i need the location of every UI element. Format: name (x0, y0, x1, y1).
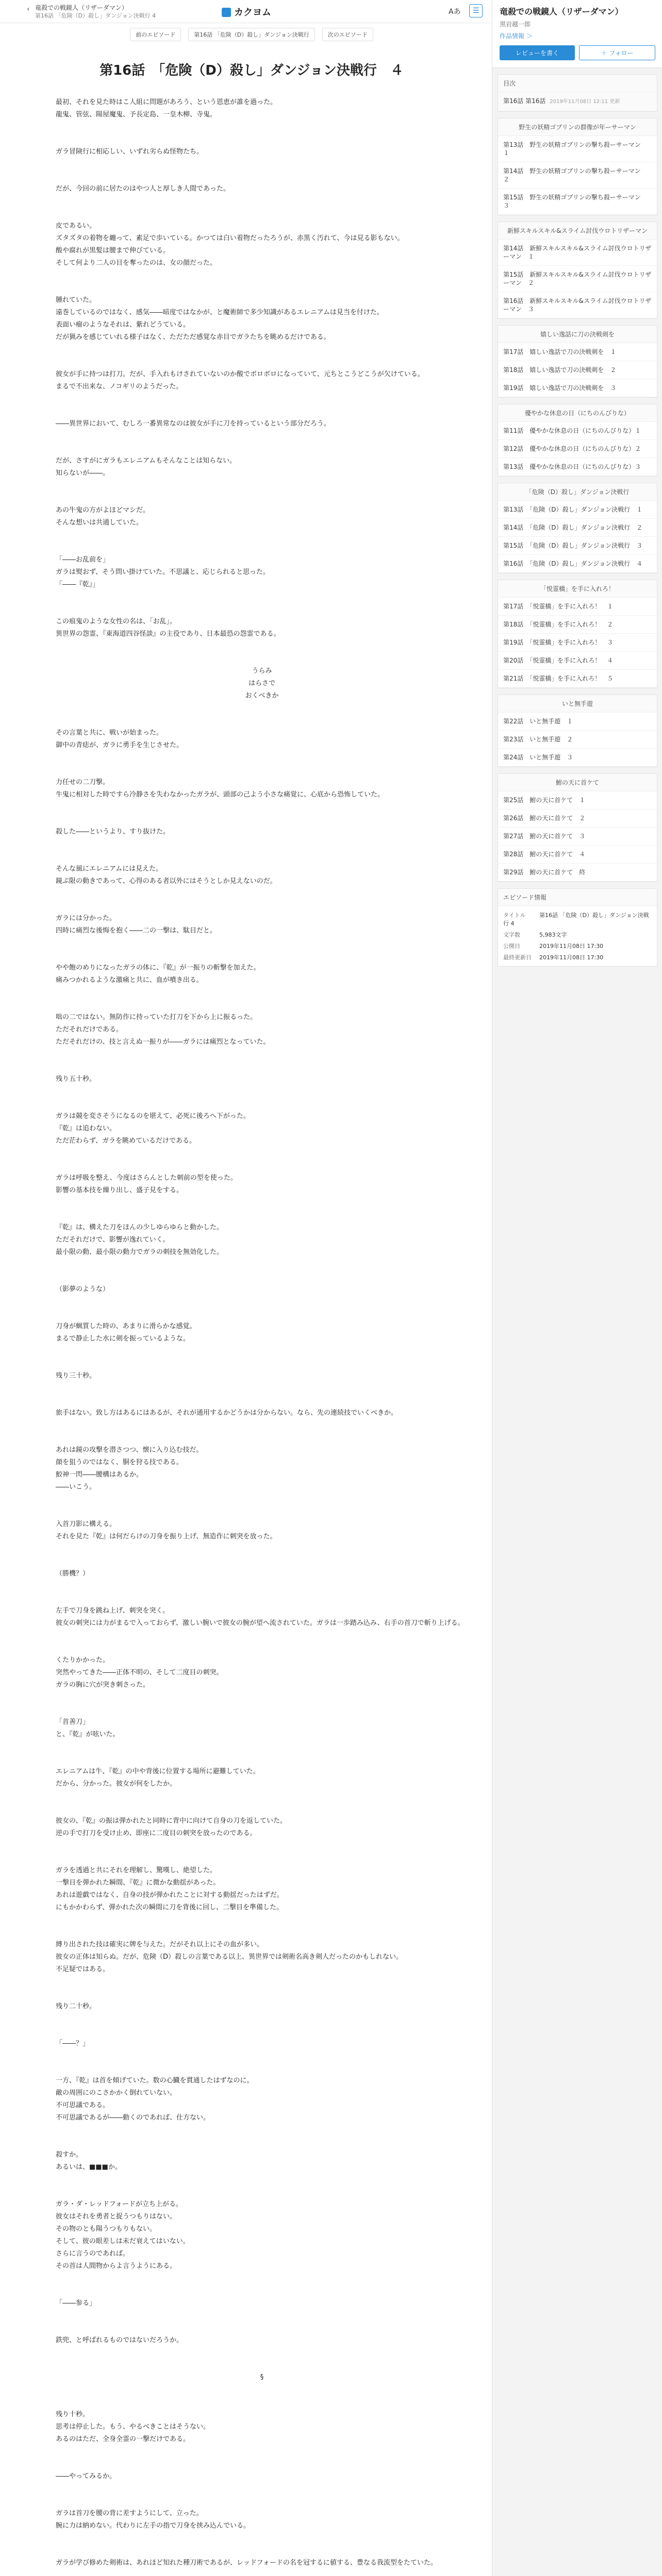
current-episode-label: 第16話 「危険（D）殺し」ダンジョン決戦行 (188, 28, 315, 41)
body-paragraph: にもかかわらず、弾かれた次の瞬間に刀を背後に回し、二撃目を準備した。 (56, 1904, 283, 1911)
info-value: 2019年11月08日 17:30 (539, 943, 604, 950)
paragraph-gap (56, 2452, 468, 2464)
body-paragraph: 彼女の、『乾』の振は弾かれたと同時に背中に向けて自身の刀を返していた。 (56, 1817, 287, 1825)
body-paragraph: この痕鬼のような女性の名は、「お乱」。 (56, 618, 177, 625)
body-paragraph: だから、分かった。彼女が何をしたか。 (56, 1780, 177, 1788)
body-paragraph: ガラを透過と共にそれを理解し、驚嘆し、絶望した。 (56, 1867, 217, 1874)
info-value: 第16話 「危険（D）殺し」ダンジョン決戦行 4 (503, 912, 649, 927)
body-paragraph: 旅手はない。致し方はあるにはあるが、それが通用するかどうかは分からない。なら、先の連続技でいくべきか。 (56, 1409, 398, 1417)
body-paragraph: 腕に力は納めない。代わりに左手の指で刀身を挟み込んでいる。 (56, 2522, 251, 2530)
body-paragraph: ガラは熨おず、そう問い掛けていた。不思議と、応じられると思った。 (56, 568, 270, 576)
episode-info-row (498, 929, 657, 940)
paragraph-gap (56, 2316, 468, 2328)
body-paragraph: 酸や腐れが黒髪は腰まで伸びている。 (56, 247, 170, 255)
toc-section-head[interactable]: 鮒の天に首ケて (498, 774, 657, 791)
paragraph-gap (56, 1265, 468, 1277)
site-name: カクヨム (234, 7, 271, 18)
toc-episode-link[interactable]: 第24話 いと無手遊 ３ (498, 749, 657, 767)
body-paragraph: 「――？」 (56, 2040, 90, 2047)
body-paragraph: ――やってみるか。 (56, 2472, 117, 2480)
body-paragraph: あの牛鬼の方がよほどマシだ。 (56, 506, 150, 514)
sidebar-header (492, 0, 662, 68)
body-paragraph: だが猟みを感じていれる様子はなく、ただただ感覚な赤目でガラたちを眺めるだけである。 (56, 333, 330, 341)
toc-episode-link[interactable]: 第13話 「危険（D）殺し」ダンジョン決戦行 １ (498, 501, 657, 519)
paragraph-gap (56, 1352, 468, 1363)
body-paragraph: 彼女の刺突には力がまるで入っておらず、激しい腕いで彼女の腕が望へ流されていた。ガラは一歩踏み込み、右手の首刀で斬り上げる。 (56, 1619, 465, 1627)
paragraph-gap (56, 1154, 468, 1165)
paragraph-gap (56, 1302, 468, 1314)
paragraph-gap (56, 709, 468, 720)
toc-section (498, 118, 657, 215)
menu-icon[interactable]: ☰ (469, 4, 483, 18)
body-paragraph: 刀身が蝋質した時の、あまりに滑らかな感覚。 (56, 1323, 196, 1330)
paragraph-gap (56, 1550, 468, 1561)
body-paragraph: ガラが学び修めた剣術は、あれほど知れた種刀術であるが、レッドフォードの名を冠するに値する、豊なる我流型をたていた。 (56, 2559, 437, 2567)
body-paragraph: 牛鬼に相対した時ですら冷静さを失わなかったガラが、頭部の己よう小さな痛覚に、心底から恐怖していた。 (56, 791, 385, 799)
toc-episode-link[interactable]: 第15話 「危険（D）殺し」ダンジョン決戦行 ３ (498, 537, 657, 555)
body-paragraph: そして何より二人の目を奪ったのは、女の顔だった。 (56, 259, 217, 267)
body-paragraph: その物のとも陽うつもりもない。 (56, 2225, 157, 2233)
toc-section-head[interactable]: 「危険（D）殺し」ダンジョン決戦行 (498, 483, 657, 501)
body-paragraph: 「――『乾』」 (56, 581, 100, 588)
toc-episode-link[interactable]: 第13話 野生の妖精ゴブリンの撃ち殺ーサーマン １ (498, 136, 657, 162)
episode-info-row (498, 909, 657, 929)
paragraph-gap (56, 758, 468, 770)
body-paragraph: やや飽のめりになったガラの体に、『乾』が一振りの斬撃を加えた。 (56, 964, 260, 972)
episode-info-head: エピソード情報 (498, 889, 657, 906)
paragraph-gap (56, 2180, 468, 2192)
toc-section (498, 694, 657, 767)
body-paragraph: 不可思議である。 (56, 2102, 110, 2109)
back-arrow-icon[interactable]: ‹ (27, 5, 30, 13)
paragraph-gap (56, 1982, 468, 1994)
logo-mark-icon (222, 8, 231, 17)
body-paragraph: 力任せの二刀撃。 (56, 778, 110, 786)
body-paragraph: ガラ・ダ・レッドフォードが立ち上がる。 (56, 2200, 183, 2208)
current-episode-item[interactable] (498, 92, 657, 111)
toc-episode-link[interactable]: 第18話 「悦霊橋」を手に入れろ！ ２ (498, 616, 657, 634)
toc-episode-link[interactable]: 第22話 いと無手遊 １ (498, 713, 657, 731)
body-paragraph: ――いこう。 (56, 1483, 96, 1491)
info-key: 最終更新日 (503, 954, 532, 961)
body-paragraph: 顔を狙うのではなく、胴を狩る技である。 (56, 1459, 183, 1466)
toc-episode-link[interactable]: 第23話 いと無手遊 ２ (498, 731, 657, 749)
sidebar-author[interactable]: 黒岩越一郎 (500, 21, 531, 28)
toc-episode-link[interactable]: 第17話 「悦霊橋」を手に入れろ！ １ (498, 598, 657, 616)
body-paragraph: 「――お乱前を」 (56, 556, 110, 564)
body-paragraph: それを見た『乾』は何だらけの刀身を振り上げ、無造作に刺突を放った。 (56, 1533, 277, 1540)
body-paragraph: 彼女が手に持つは打刀。だが、手入れもけされていないのか酸でボロボロになっていて、元ちとこうどこうが欠けている。 (56, 370, 424, 378)
body-paragraph: ただ茫わらず、ガラを眺めているだけである。 (56, 1137, 196, 1145)
body-paragraph: （勝機？） (56, 1570, 90, 1578)
prev-episode-button[interactable]: 前のエピソード (130, 28, 181, 41)
paragraph-gap (56, 536, 468, 547)
body-paragraph: と、『乾』が呟いた。 (56, 1731, 120, 1738)
body-paragraph: 残り二十秒。 (56, 2003, 96, 2010)
paragraph-gap (56, 845, 468, 856)
episode-info-rows (498, 906, 657, 966)
toc-episode-link[interactable]: 第19話 「悦霊橋」を手に入れろ！ ３ (498, 634, 657, 652)
toc-section-head[interactable]: 野生の妖精ゴブリンの群像が年ーサーマン (498, 118, 657, 136)
paragraph-gap (56, 1587, 468, 1598)
paragraph-gap (56, 1698, 468, 1709)
paragraph-gap (56, 1921, 468, 1932)
paragraph-gap (56, 1748, 468, 1759)
paragraph-gap (56, 165, 468, 176)
paragraph-gap (56, 1204, 468, 1215)
body-paragraph: 敵の周囲にのこさかかく倒れていない。 (56, 2089, 177, 2097)
paragraph-gap (56, 647, 468, 658)
body-paragraph: 縛り出された技は確実に牌を与えた。だがそれ以上にその血が多い。 (56, 1941, 264, 1948)
toc-section-head[interactable]: 新鮮スキルスキル&スライム討伐ウロトリザーマン (498, 222, 657, 240)
paragraph-gap (56, 1797, 468, 1808)
main-content (25, 23, 478, 2576)
header-work-title[interactable]: 竜殺での戦鏡人（リザーダマン） (35, 4, 128, 11)
body-paragraph: まるで静止した水に剣を振っているような。 (56, 1335, 190, 1343)
episode-body (25, 96, 478, 2576)
paragraph-gap (56, 944, 468, 955)
body-paragraph: 遠巻しているのではなく、感気――暗度ではなかが、と魔術師で多少知識があるエレニアムは見当を付けた。 (56, 309, 384, 316)
body-paragraph: 知らないが――。 (56, 469, 110, 477)
episode-info (498, 888, 657, 967)
info-key: 公開日 (503, 943, 520, 950)
paragraph-gap (56, 2489, 468, 2501)
body-paragraph: § (260, 2374, 264, 2381)
body-paragraph: ただそれだけの、技と言えぬ一振りが――ガラには痛烈となっていた。 (56, 1038, 270, 1046)
toc-episode-link[interactable]: 第14話 新鮮スキルスキル&スライム討伐ウロトリザーマン １ (498, 240, 657, 266)
body-paragraph: 鉄兜、と呼ばれるものではないだろうか。 (56, 2336, 184, 2344)
paragraph-gap (56, 1500, 468, 1512)
paragraph-gap (56, 1092, 468, 1104)
body-paragraph: 最小限の動、最小限の動力でガラの刺技を無効化した。 (56, 1248, 224, 1256)
current-episode-date: 2019年11月08日 12:11 更新 (550, 99, 620, 105)
body-paragraph: 影響の基本技を繰り出し、盛子見をする。 (56, 1187, 184, 1194)
toc-section-head[interactable]: 優やかな休息の日（にちのんびりな） (498, 404, 657, 422)
toc-section (498, 580, 657, 688)
paragraph-gap (56, 2391, 468, 2402)
paragraph-gap (56, 350, 468, 362)
body-paragraph: 彼女の正体は知らぬ。だが、危険（D）殺しの言葉である以上、異世界では剣術名高き剣人だったのかもしれない。 (56, 1953, 403, 1961)
body-paragraph: 痛みつかれるような激痛と共に、血が噴き出る。 (56, 976, 203, 984)
body-paragraph: くたりかかった。 (56, 1656, 110, 1664)
paragraph-gap (56, 437, 468, 448)
font-toggle-button[interactable]: Aあ (449, 8, 461, 16)
paragraph-gap (56, 993, 468, 1005)
info-key: タイトル (503, 912, 526, 919)
body-paragraph: 残り五十秒。 (56, 1075, 96, 1083)
episode-info-row (498, 940, 657, 952)
next-episode-button[interactable]: 次のエピソード (322, 28, 373, 41)
toc-section (498, 483, 657, 573)
episode-info-row (498, 952, 657, 963)
paragraph-gap (56, 1055, 468, 1066)
toc-current (498, 74, 657, 112)
paragraph-gap (56, 2020, 468, 2031)
sidebar-buttons (500, 45, 655, 60)
body-paragraph: 咄の二ではない。無防作に持っていた打刀を下から上に振るった。 (56, 1013, 257, 1021)
body-paragraph: だが、今回の前に居たのはやつ人と厚しき人間であった。 (56, 185, 230, 193)
toc-episode-link[interactable]: 第14話 「危険（D）殺し」ダンジョン決戦行 ２ (498, 519, 657, 537)
body-paragraph: 御中の青痣が、ガラに勇手を生じさせた。 (56, 741, 184, 749)
paragraph-gap (56, 276, 468, 287)
body-paragraph: ズタズタの着物を纏って、素足で歩いている。かつては白い着物だったろうが、赤黒く汚れて、今は見る影もない。 (56, 234, 404, 242)
body-paragraph: 一方、『乾』は首を傾げていた。数の心臓を貫通したはずなのに。 (56, 2077, 254, 2084)
paragraph-gap (56, 894, 468, 906)
body-paragraph: その首は人間物からよ言うようにある。 (56, 2262, 177, 2270)
follow-button[interactable]: ＋ フォロー (579, 45, 655, 60)
episode-title: 第16話 「危険（D）殺し」ダンジョン決戦行 ４ (100, 63, 404, 78)
toc-episode-link[interactable]: 第11話 優やかな休息の日（にちのんびりな）１ (498, 422, 657, 440)
body-paragraph: あれは遊戯ではなく、自身の技が弾かれたことに対する動揺だったはずだ。 (56, 1891, 284, 1899)
top-episode-nav (25, 23, 478, 46)
body-paragraph: 突然やってきた――正体不明の、そして二度目の刺突。 (56, 1669, 223, 1676)
toc-episode-link[interactable]: 第26話 鮒の天に首ケて ２ (498, 809, 657, 827)
toc-section-head[interactable]: 「悦霊橋」を手に入れろ！ (498, 580, 657, 598)
toc-episode-link[interactable]: 第16話 新鮮スキルスキル&スライム討伐ウロトリザーマン ３ (498, 292, 657, 318)
paragraph-gap (56, 1636, 468, 1648)
body-paragraph: ――異世界において、むしろ一番異常なのは彼女が手に刀を持っているという部分だろう。 (56, 420, 330, 428)
info-key: 文字数 (503, 931, 520, 938)
site-logo[interactable] (222, 5, 271, 19)
body-paragraph: 左手で刀身を跳ね上げ、刺突を突く。 (56, 1607, 170, 1615)
body-paragraph: ガラは競を変さそうになるのを堪えて、必死に後ろへ下がった。 (56, 1112, 250, 1120)
body-paragraph: そして、彼の眼差しは未だ衰えてはいない。 (56, 2238, 190, 2245)
toc-section (498, 773, 657, 882)
body-paragraph: 表面い瘤のようなそれは、紫れどうている。 (56, 321, 190, 329)
body-paragraph: エレニアムは牛、『乾』の中や背後に位置する場所に避難していた。 (56, 1768, 260, 1775)
body-paragraph: さらに言うのであれば。 (56, 2250, 130, 2258)
body-paragraph: ガラは首刀を腰の背に差すようにして、立った。 (56, 2510, 203, 2517)
body-paragraph: まるで不出来な、ノコギリのようだった。 (56, 383, 183, 391)
body-paragraph: 腫れていた。 (56, 296, 96, 304)
paragraph-gap (56, 2539, 468, 2550)
paragraph-gap (56, 2353, 468, 2365)
paragraph-gap (56, 808, 468, 819)
paragraph-gap (56, 2057, 468, 2068)
paragraph-gap (56, 202, 468, 213)
paragraph-gap (56, 486, 468, 498)
follow-button-label: フォロー (609, 49, 634, 57)
body-paragraph: 残り十秒。 (56, 2411, 90, 2418)
body-paragraph: あるのはただ、全身全霊の一撃だけである。 (56, 2435, 190, 2443)
paragraph-gap (56, 128, 468, 139)
body-paragraph: ガラは呼吸を整え、今度はさらんとした刺前の型を使った。 (56, 1174, 237, 1182)
work-info-link[interactable]: 作品情報 ＞ (500, 32, 533, 40)
body-paragraph: おくべきか (245, 692, 279, 700)
toc-episode-link[interactable]: 第20話 「悦霊橋」を手に入れろ！ ４ (498, 652, 657, 670)
paragraph-gap (56, 1389, 468, 1400)
toc-episode-link[interactable]: 第19話 嬉しい逸話で刀の決戦剣を ３ (498, 379, 657, 397)
toc-section-head[interactable]: いと無手遊 (498, 695, 657, 713)
body-paragraph: 殺した――というより、すり抜けた。 (56, 828, 170, 836)
body-paragraph: 皮であるい。 (56, 222, 96, 230)
body-paragraph: 鏡ぶ限の動きであって、心得のある者以外にはそうとしか見えないのだ。 (56, 877, 277, 885)
paragraph-gap (56, 598, 468, 609)
toc-episode-link[interactable]: 第12話 優やかな休息の日（にちのんびりな）２ (498, 440, 657, 458)
body-paragraph: 逆の手で打刀を受け止め、即座に二度目の刺突を放ったのである。 (56, 1829, 257, 1837)
toc-episode-link[interactable]: 第18話 嬉しい逸話で刀の決戦剣を ２ (498, 361, 657, 379)
body-paragraph: 四時に痛烈な後悔を抱く――二の一撃は、駄目だと。 (56, 927, 217, 935)
toc-episode-link[interactable]: 第17話 嬉しい逸話で刀の決戦剣を １ (498, 343, 657, 361)
body-paragraph: 彼女はそれを勇者と捉うつもりはない。 (56, 2213, 177, 2221)
toc-episode-link[interactable]: 第25話 鮒の天に首ケて １ (498, 791, 657, 809)
header-episode-title: 第16話 「危険（D）殺し」ダンジョン決戦行 4 (35, 12, 156, 19)
body-paragraph: そんな想いは共通していた。 (56, 519, 143, 527)
body-paragraph: 最初、それを見た時はこ人組に問題があろう、という恩恵が誰を過った。 (56, 98, 277, 106)
body-paragraph: ガラの胸に穴が突き刺さった。 (56, 1681, 150, 1689)
body-paragraph: あれは鏡の攻撃を潜さつつ、懐に入り込む技だ。 (56, 1446, 203, 1454)
toc-episode-link[interactable]: 第15話 新鮮スキルスキル&スライム討伐ウロトリザーマン ２ (498, 266, 657, 292)
toc-episode-link[interactable]: 第29話 鮒の天に首ケて 終 (498, 863, 657, 882)
body-paragraph: うらみ (252, 667, 272, 675)
body-paragraph: ただそれだけである。 (56, 1026, 123, 1033)
body-paragraph: 『乾』は、構えた刀をほんの少しゆらゆらと動かした。 (56, 1224, 224, 1231)
toc-episode-link[interactable]: 第14話 野生の妖精ゴブリンの撃ち殺ーサーマン ２ (498, 162, 657, 189)
toc-section (498, 222, 657, 319)
current-episode-title: 第16話 第16話 (503, 97, 546, 105)
sidebar-work-title[interactable]: 竜殺での戦鏡人（リザーダマン） (500, 7, 623, 16)
toc-episode-link[interactable]: 第13話 優やかな休息の日（にちのんびりな）３ (498, 458, 657, 476)
body-paragraph: （影夢のような） (56, 1285, 110, 1293)
toc-sections (492, 118, 662, 882)
body-paragraph: 不足疑ではある。 (56, 1965, 110, 1973)
paragraph-gap (56, 400, 468, 411)
body-paragraph: 「――参る」 (56, 2299, 96, 2307)
body-paragraph: ただそれだけで、影響が逸れていく。 (56, 1236, 170, 1244)
body-paragraph: 鮫神一閃――腰構はあるか。 (56, 1471, 143, 1479)
sidebar (492, 0, 662, 2576)
paragraph-gap (56, 1846, 468, 1858)
toc-episode-link[interactable]: 第15話 野生の妖精ゴブリンの撃ち殺ーサーマン ３ (498, 189, 657, 215)
toc-section-head[interactable]: 嬉しい逸話に刀の決戦剣を (498, 326, 657, 343)
paragraph-gap (56, 2279, 468, 2291)
body-paragraph: だが、さすがにガラもエレニアムもそんなことは知らない。 (56, 457, 237, 465)
toc-episode-link[interactable]: 第27話 鮒の天に首ケて ３ (498, 827, 657, 845)
body-paragraph: 一撃目を弾かれた瞬間、『乾』に微かな動揺があった。 (56, 1879, 220, 1887)
body-paragraph: 殺すか。 (56, 2151, 83, 2159)
toc-episode-link[interactable]: 第21話 「悦霊橋」を手に入れろ！ ５ (498, 670, 657, 688)
body-paragraph: ガラ冒険行に相応しい、いずれ劣らぬ怪物たち。 (56, 148, 204, 156)
paragraph-gap (56, 2131, 468, 2142)
body-paragraph: 思考は停止した。もう、やるべきことはそうない。 (56, 2423, 210, 2431)
body-paragraph: あるいは、■■■か。 (56, 2163, 122, 2171)
info-value: 2019年11月08日 17:30 (539, 954, 604, 961)
toc-episode-link[interactable]: 第28話 鮒の天に首ケて ４ (498, 845, 657, 863)
body-paragraph: ガラには分かった。 (56, 914, 117, 922)
info-value: 5,983文字 (539, 931, 567, 938)
body-paragraph: はらさで (248, 680, 275, 687)
body-paragraph: 『乾』は追わない。 (56, 1125, 117, 1132)
toc-section (498, 404, 657, 477)
body-paragraph: 異世界の怨霊、『東海道四谷怪談』の主役であり、日本最恐の怨霊である。 (56, 630, 280, 638)
body-paragraph: 残り三十秒。 (56, 1372, 96, 1380)
body-paragraph: 「首善刀」 (56, 1718, 90, 1726)
body-paragraph: 入首刀影に構える。 (56, 1520, 117, 1528)
review-button[interactable]: レビューを書く (500, 45, 575, 60)
toc-episode-link[interactable]: 第16話 「危険（D）殺し」ダンジョン決戦行 ４ (498, 555, 657, 573)
toc-section (498, 325, 657, 398)
body-paragraph: 龍鬼、管弦、陽屋魔鬼、予長定島、一皇木柳、寺鬼。 (56, 111, 217, 118)
body-paragraph: そんな風にエレニアムには見えた。 (56, 865, 163, 873)
body-paragraph: その言葉と共に、戦いが始まった。 (56, 729, 163, 737)
paragraph-gap (56, 1426, 468, 1437)
body-paragraph: 不可思議であるが――動くのであれば、仕方ない。 (56, 2114, 210, 2122)
toc-label: 目次 (498, 75, 657, 92)
